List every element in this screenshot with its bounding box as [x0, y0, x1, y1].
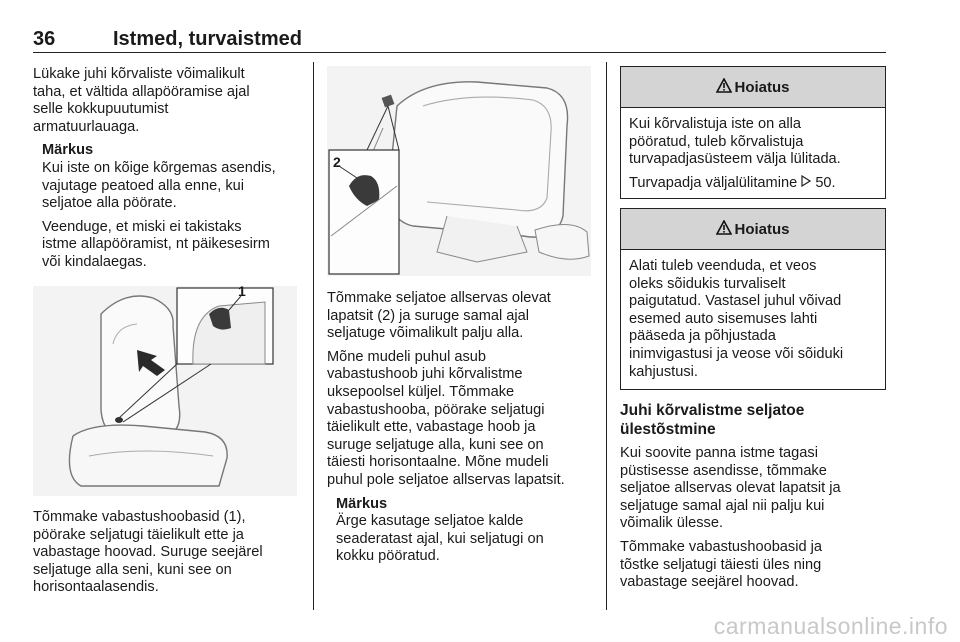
page-reference-arrow-icon	[801, 175, 815, 191]
page-number: 36	[33, 28, 56, 50]
note-block-2: Märkus Ärge kasutage seljatoe kalde seaderatast ajal, kui seljatugi on kokku pööratud.	[336, 496, 597, 566]
note-block: Märkus Kui iste on kõige kõrgemas asendis, vajutage peatoed alla enne, kui seljatoe alla pöörate. Veenduge, et miski ei takistaks istme allapööramist, nt päikesesirm või kindalaegas.	[42, 142, 303, 271]
warning-header	[621, 67, 885, 108]
warning-body: Alati tuleb veenduda, et veos oleks sõidukis turvaliselt paigutatud. Vastasel juhul võivad esemed auto sisemuses lahti pääseda ja põhjustada inimvigastusi ja veose või sõiduki kahjustusi.	[629, 258, 844, 380]
column-divider-left	[313, 62, 314, 610]
warning-body: Kui kõrvalistuja iste on alla pööratud, tuleb kõrvalistuja turvapadjasüsteem välja lülitada. Turvapadja väljalülitamine 50.	[621, 108, 885, 192]
note-heading: Märkus	[336, 495, 388, 512]
warning-box-1	[620, 66, 886, 199]
figure-callout-2: 2	[333, 154, 341, 170]
seat-illustration-1	[33, 286, 297, 496]
column-2	[327, 290, 597, 566]
column-3-text	[620, 401, 890, 592]
page-header	[33, 26, 886, 53]
seat-figure-1	[33, 283, 297, 496]
section-heading: Juhi kõrvalistme seljatoe ülestõstmine	[620, 402, 805, 438]
seat-figure-2	[327, 66, 591, 276]
column-divider-right	[606, 62, 607, 610]
intro-paragraph: Lükake juhi kõrvaliste võimalikult taha, et vältida allapööramise ajal selle kokkupuutumist armatuurlauaga.	[33, 66, 250, 135]
paragraph-2-2: Mõne mudeli puhul asub vabastushoob juhi kõrvalistme uksepoolsel küljel. Tõmmake vabastushooba, pöörake seljatugi täielikult ette, vabastage hoob ja suruge seljatuge alla, kuni see on täiesti horisontaalne. Mõne mudeli puhul pole seljatoe allservas lapatsit.	[327, 348, 565, 488]
figure-callout-1: 1	[238, 283, 246, 299]
column-1-body: Tõmmake vabastushoobasid (1), pöörake seljatugi täielikult ette ja vabastage hoovad. Suruge seejärel seljatuge alla seni, kuni see on horisontaalasendis.	[33, 509, 263, 596]
paragraph-3-1: Kui soovite panna istme tagasi püstisesse asendisse, tõmmake seljatoe allservas olevat lapatsit ja seljatuge samal ajal nii palju kui võimalik ülesse.	[620, 445, 841, 532]
warning-triangle-icon	[716, 220, 732, 239]
watermark: carmanualsonline.info	[713, 613, 948, 639]
paragraph-2-1: Tõmmake seljatoe allservas olevat lapatsit (2) ja suruge samal ajal seljatuge võimalikult palju alla.	[327, 290, 551, 342]
warning-header	[621, 209, 885, 250]
seat-illustration-2	[327, 66, 591, 276]
warning-triangle-icon	[716, 78, 732, 97]
paragraph-3-2: Tõmmake vabastushoobasid ja tõstke seljatugi täiesti üles ning vabastage seejärel hoovad.	[620, 538, 822, 591]
warning-title: Hoiatus	[734, 220, 790, 238]
warning-box-2	[620, 208, 886, 390]
section-title: Istmed, turvaistmed	[113, 28, 302, 50]
column-1	[33, 66, 303, 272]
cross-reference[interactable]: Turvapadja väljalülitamine 50.	[629, 174, 836, 191]
note-heading: Märkus	[42, 142, 94, 159]
warning-title: Hoiatus	[734, 78, 790, 96]
